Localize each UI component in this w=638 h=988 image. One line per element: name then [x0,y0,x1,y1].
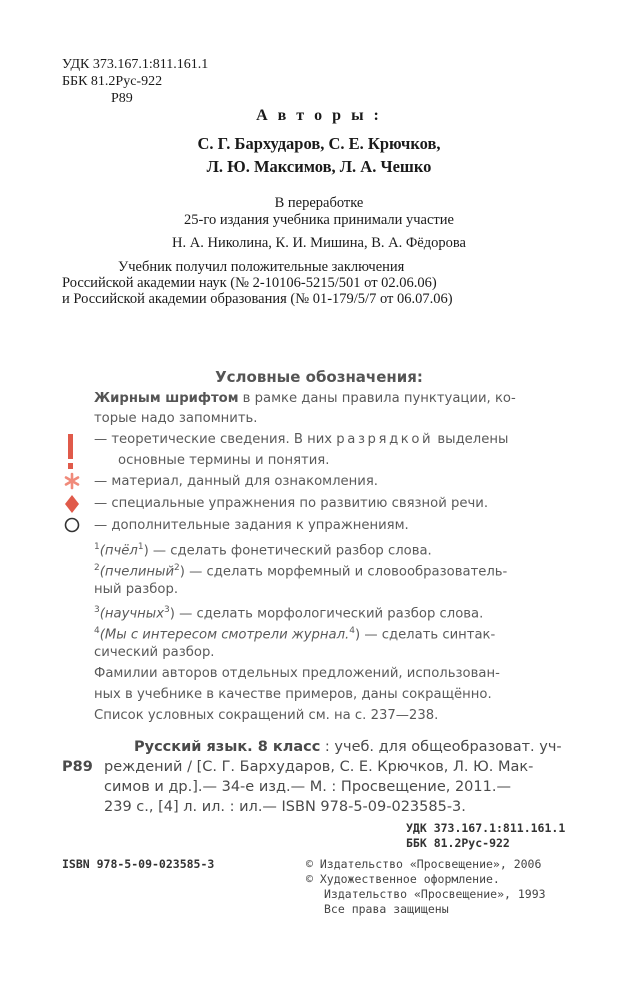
legend-n4 [94,622,495,645]
bib-line-2: реждений / [С. Г. Бархударов, С. Е. Крючков, Л. Ю. Мак- [104,759,534,775]
legend-n2 [94,559,507,582]
theory-text-a: — теоретические сведения. В них [94,432,337,447]
legend-n3-rest: ) — сделать морфологический разбор слова. [169,606,484,622]
copyright-3: Издательство «Просвещение», 1993 [324,887,546,901]
legend-authors-note-1: Фамилии авторов отдельных предложений, использован- [94,666,500,681]
bib-line-3: симов и др.].— 34-е изд.— М. : Просвещение, 2011.— [104,779,511,795]
rework-line-2: 25-го издания учебника принимали участие [184,212,454,228]
udk-code: УДК 373.167.1:811.161.1 [62,57,209,72]
authors-line-1: С. Г. Бархударов, С. Е. Крючков, [197,134,441,153]
bib-line-4: 239 с., [4] л. ил. : ил.— ISBN 978-5-09-023585-3. [104,799,466,815]
theory-text-b: выделены [433,432,509,447]
bbk-code: ББК 81.2Рус-922 [62,74,163,89]
legend-n3 [94,601,483,624]
bib-title: Русский язык. 8 класс [134,739,321,755]
legend-bold-rest: в рамке даны правила пунктуации, ко- [238,391,516,406]
isbn: ISBN 978-5-09-023585-3 [62,857,215,871]
legend-abbrev-note: Список условных сокращений см. на с. 237—238. [94,708,439,723]
legend-n4-line-2: сический разбор. [94,645,215,660]
authors-line-2: Л. Ю. Максимов, Л. А. Чешко [206,157,432,176]
legend-n3-sup-lead: 3 [94,605,100,615]
legend-authors-note-2: ных в учебнике в качестве примеров, даны сокращённо. [94,687,492,702]
legend-n2-sup-lead: 2 [94,563,100,573]
legend-n2-example: (пчелиный [99,564,175,580]
author-mark: Р89 [111,91,133,106]
legend-theory-line-2: основные термины и понятия. [118,453,330,468]
legend-bold-label: Жирным шрифтом [94,391,239,406]
approval-line-3: и Российской академии образования (№ 01-179/5/7 от 06.07.06) [62,291,453,307]
legend-n2-rest: ) — сделать морфемный и словообразователь- [179,564,508,580]
rework-line-1: В переработке [274,195,364,211]
bib-code: Р89 [62,759,93,775]
copyright-2: © Художественное оформление. [306,872,500,886]
bib-bbk: ББК 81.2Рус-922 [406,836,510,850]
legend-extra: — дополнительные задания к упражнениям. [94,518,409,533]
circle-icon [63,516,81,534]
bib-udk: УДК 373.167.1:811.161.1 [406,821,566,835]
legend-n1 [94,538,432,561]
theory-spaced-word: разрядкой [336,432,434,447]
legend-n3-sup: 3 [164,605,170,615]
legend-n3-example: (научных [99,606,165,622]
copyright-1: © Издательство «Просвещение», 2006 [306,857,542,871]
legend-n2-sup: 2 [174,563,180,573]
legend-n1-rest: ) — сделать фонетический разбор слова. [143,543,432,559]
legend-n1-sup: 1 [137,542,144,552]
diamond-icon [64,494,80,514]
approval-line-2: Российской академии наук (№ 2-10106-5215/501 от 02.06.06) [62,275,437,291]
bib-line-1 [134,737,562,757]
legend-n4-sup-lead: 4 [94,626,100,636]
exclamation-icon [63,433,79,473]
legend-n1-sup-lead: 1 [94,542,100,552]
legend-title: Условные обозначения: [215,368,423,386]
legend-n4-example: (Мы с интересом смотрели журнал. [99,627,350,643]
rework-names: Н. А. Николина, К. И. Мишина, В. А. Фёдорова [172,235,466,251]
bib-line-1-rest: : учеб. для общеобразоват. уч- [320,739,562,755]
legend-theory-line-1 [94,430,508,450]
legend-n2-line-2: ный разбор. [94,582,179,597]
legend-special: — специальные упражнения по развитию связной речи. [94,496,489,511]
authors-heading: А в т о р ы : [256,107,382,124]
legend-n4-sup: 4 [349,626,355,636]
legend-bold-rule [94,389,516,409]
approval-line-1: Учебник получил положительные заключения [118,259,405,275]
legend-n4-rest: ) — сделать синтак- [354,627,496,643]
legend-n1-example: (пчёл [99,543,138,559]
legend-bold-line-2: торые надо запомнить. [94,411,258,426]
legend-material: — материал, данный для ознакомления. [94,474,378,489]
copyright-4: Все права защищены [324,902,449,916]
asterisk-icon [63,472,81,490]
